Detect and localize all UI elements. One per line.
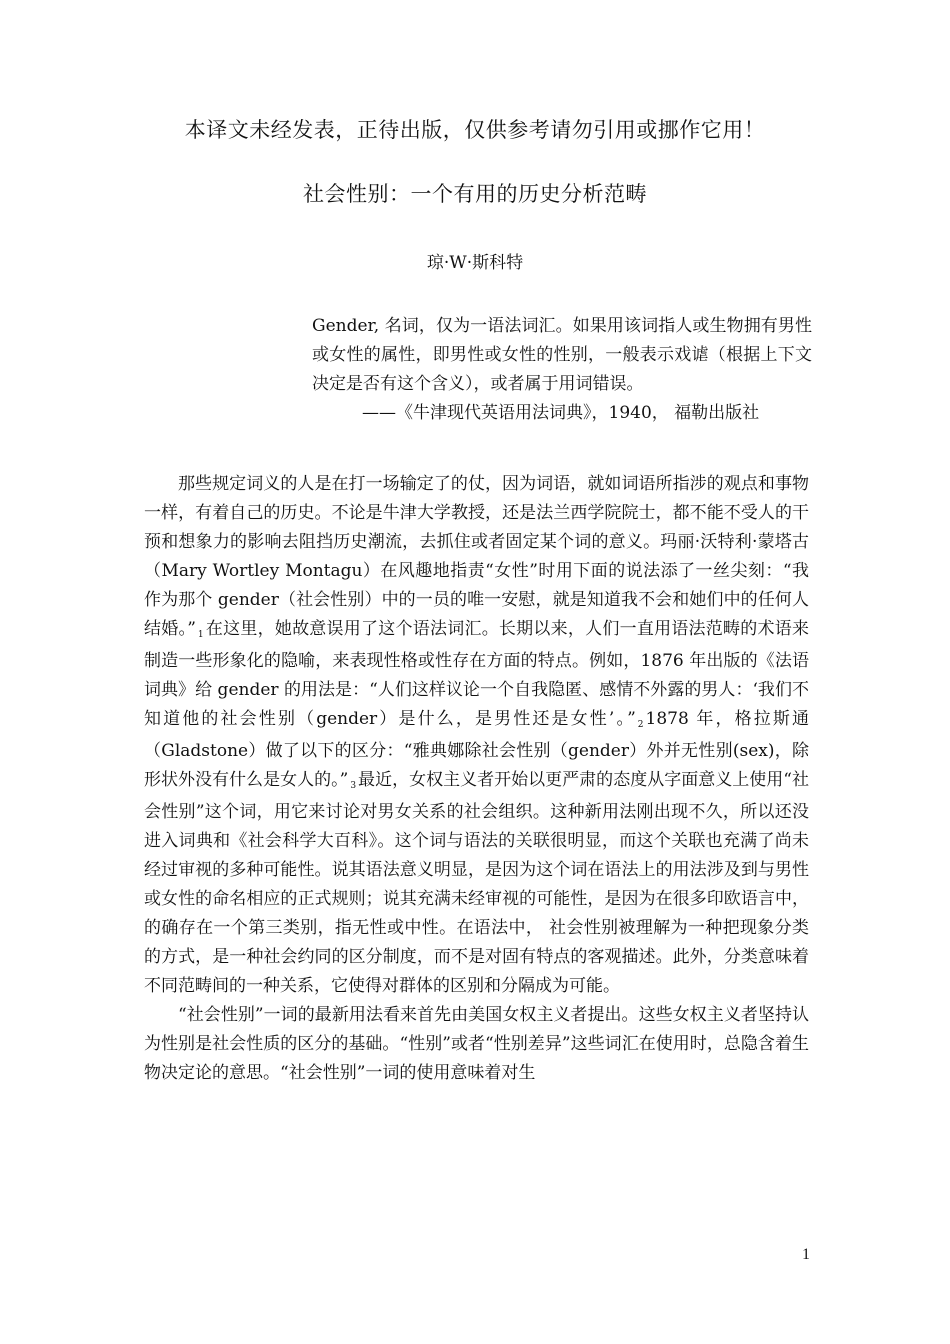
- page-title: 社会性别：一个有用的历史分析范畴: [303, 182, 647, 206]
- author-name: 琼·W·斯科特: [426, 253, 524, 273]
- epigraph-text: Gender, 名词，仅为一语法词汇。如果用该词指人或生物拥有男性或女性的属性，即男性或女性的性别，一般表示戏谑（根据上下文决定是否有这个含义），或者属于用词错误。: [312, 316, 812, 394]
- paragraph-text: 1878 年，格拉斯通（Gladstone）做了以下的区分：“雅典娜除社会性别（gender）外并无性别(sex)，除形状外没有什么是女人的。”: [144, 709, 809, 790]
- paragraph: “社会性别”一词的最新用法看来首先由美国女权主义者提出。这些女权主义者坚持认为性别是社会性质的区分的基础。“性别”或者“性别差异”这些词汇在使用时，总隐含着生物决定论的意思。“社会性别”一词的使用意味着对生: [144, 1005, 809, 1083]
- footnote-marker[interactable]: 3: [350, 781, 357, 791]
- epigraph-source: ——《牛津现代英语用法词典》，1940， 福勒出版社: [362, 403, 760, 423]
- footnote-marker[interactable]: 2: [637, 720, 644, 730]
- paragraph-text: 在这里，她故意误用了这个语法词汇。长期以来，人们一直用语法范畴的术语来制造一些形象化的隐喻，来表现性格或性存在方面的特点。例如，1876 年出版的《法语词典》给 gender 的用法是：“人们这样议论一个自我隐匿、感情不外露的男人：‘我们不知道他的社会性别（gender）是什么，是男性还是女性’。”: [144, 619, 809, 729]
- paragraph-text: 那些规定词义的人是在打一场输定了的仗，因为词语，就如词语所指涉的观点和事物一样，有着自己的历史。不论是牛津大学教授，还是法兰西学院院士，都不能不受人的干预和想象力的影响去阻挡历史潮流，去抓住或者固定某个词的意义。玛丽·沃特利·蒙塔古（Mary Wortley Montagu）在风趣地指责“女性”时用下面的说法添了一丝尖刻：“我作为那个 gender（社会性别）中的一员的唯一安慰，就是知道我不会和她们中的任何人结婚。”: [144, 474, 809, 639]
- publication-notice: 本译文未经发表，正待出版，仅供参考请勿引用或挪作它用！: [184, 118, 766, 142]
- body-text: [144, 470, 809, 1088]
- paragraph: [144, 470, 809, 1001]
- page-number: 1: [802, 1246, 810, 1263]
- footnote-marker[interactable]: 1: [197, 630, 204, 640]
- paragraph-text: 最近，女权主义者开始以更严肃的态度从字面意义上使用“社会性别”这个词，用它来讨论对男女关系的社会组织。这种新用法刚出现不久，所以还没进入词典和《社会科学大百科》。这个词与语法的关联很明显，而这个关联也充满了尚未经过审视的多种可能性。说其语法意义明显，是因为这个词在语法上的用法涉及到与男性或女性的命名相应的正式规则；说其充满未经审视的可能性，是因为在很多印欧语言中，的确存在一个第三类别，指无性或中性。在语法中， 社会性别被理解为一种把现象分类的方式，是一种社会约同的区分制度，而不是对固有特点的客观描述。此外，分类意味着不同范畴间的一种关系，它使得对群体的区别和分隔成为可能。: [144, 770, 809, 996]
- epigraph: [312, 312, 812, 428]
